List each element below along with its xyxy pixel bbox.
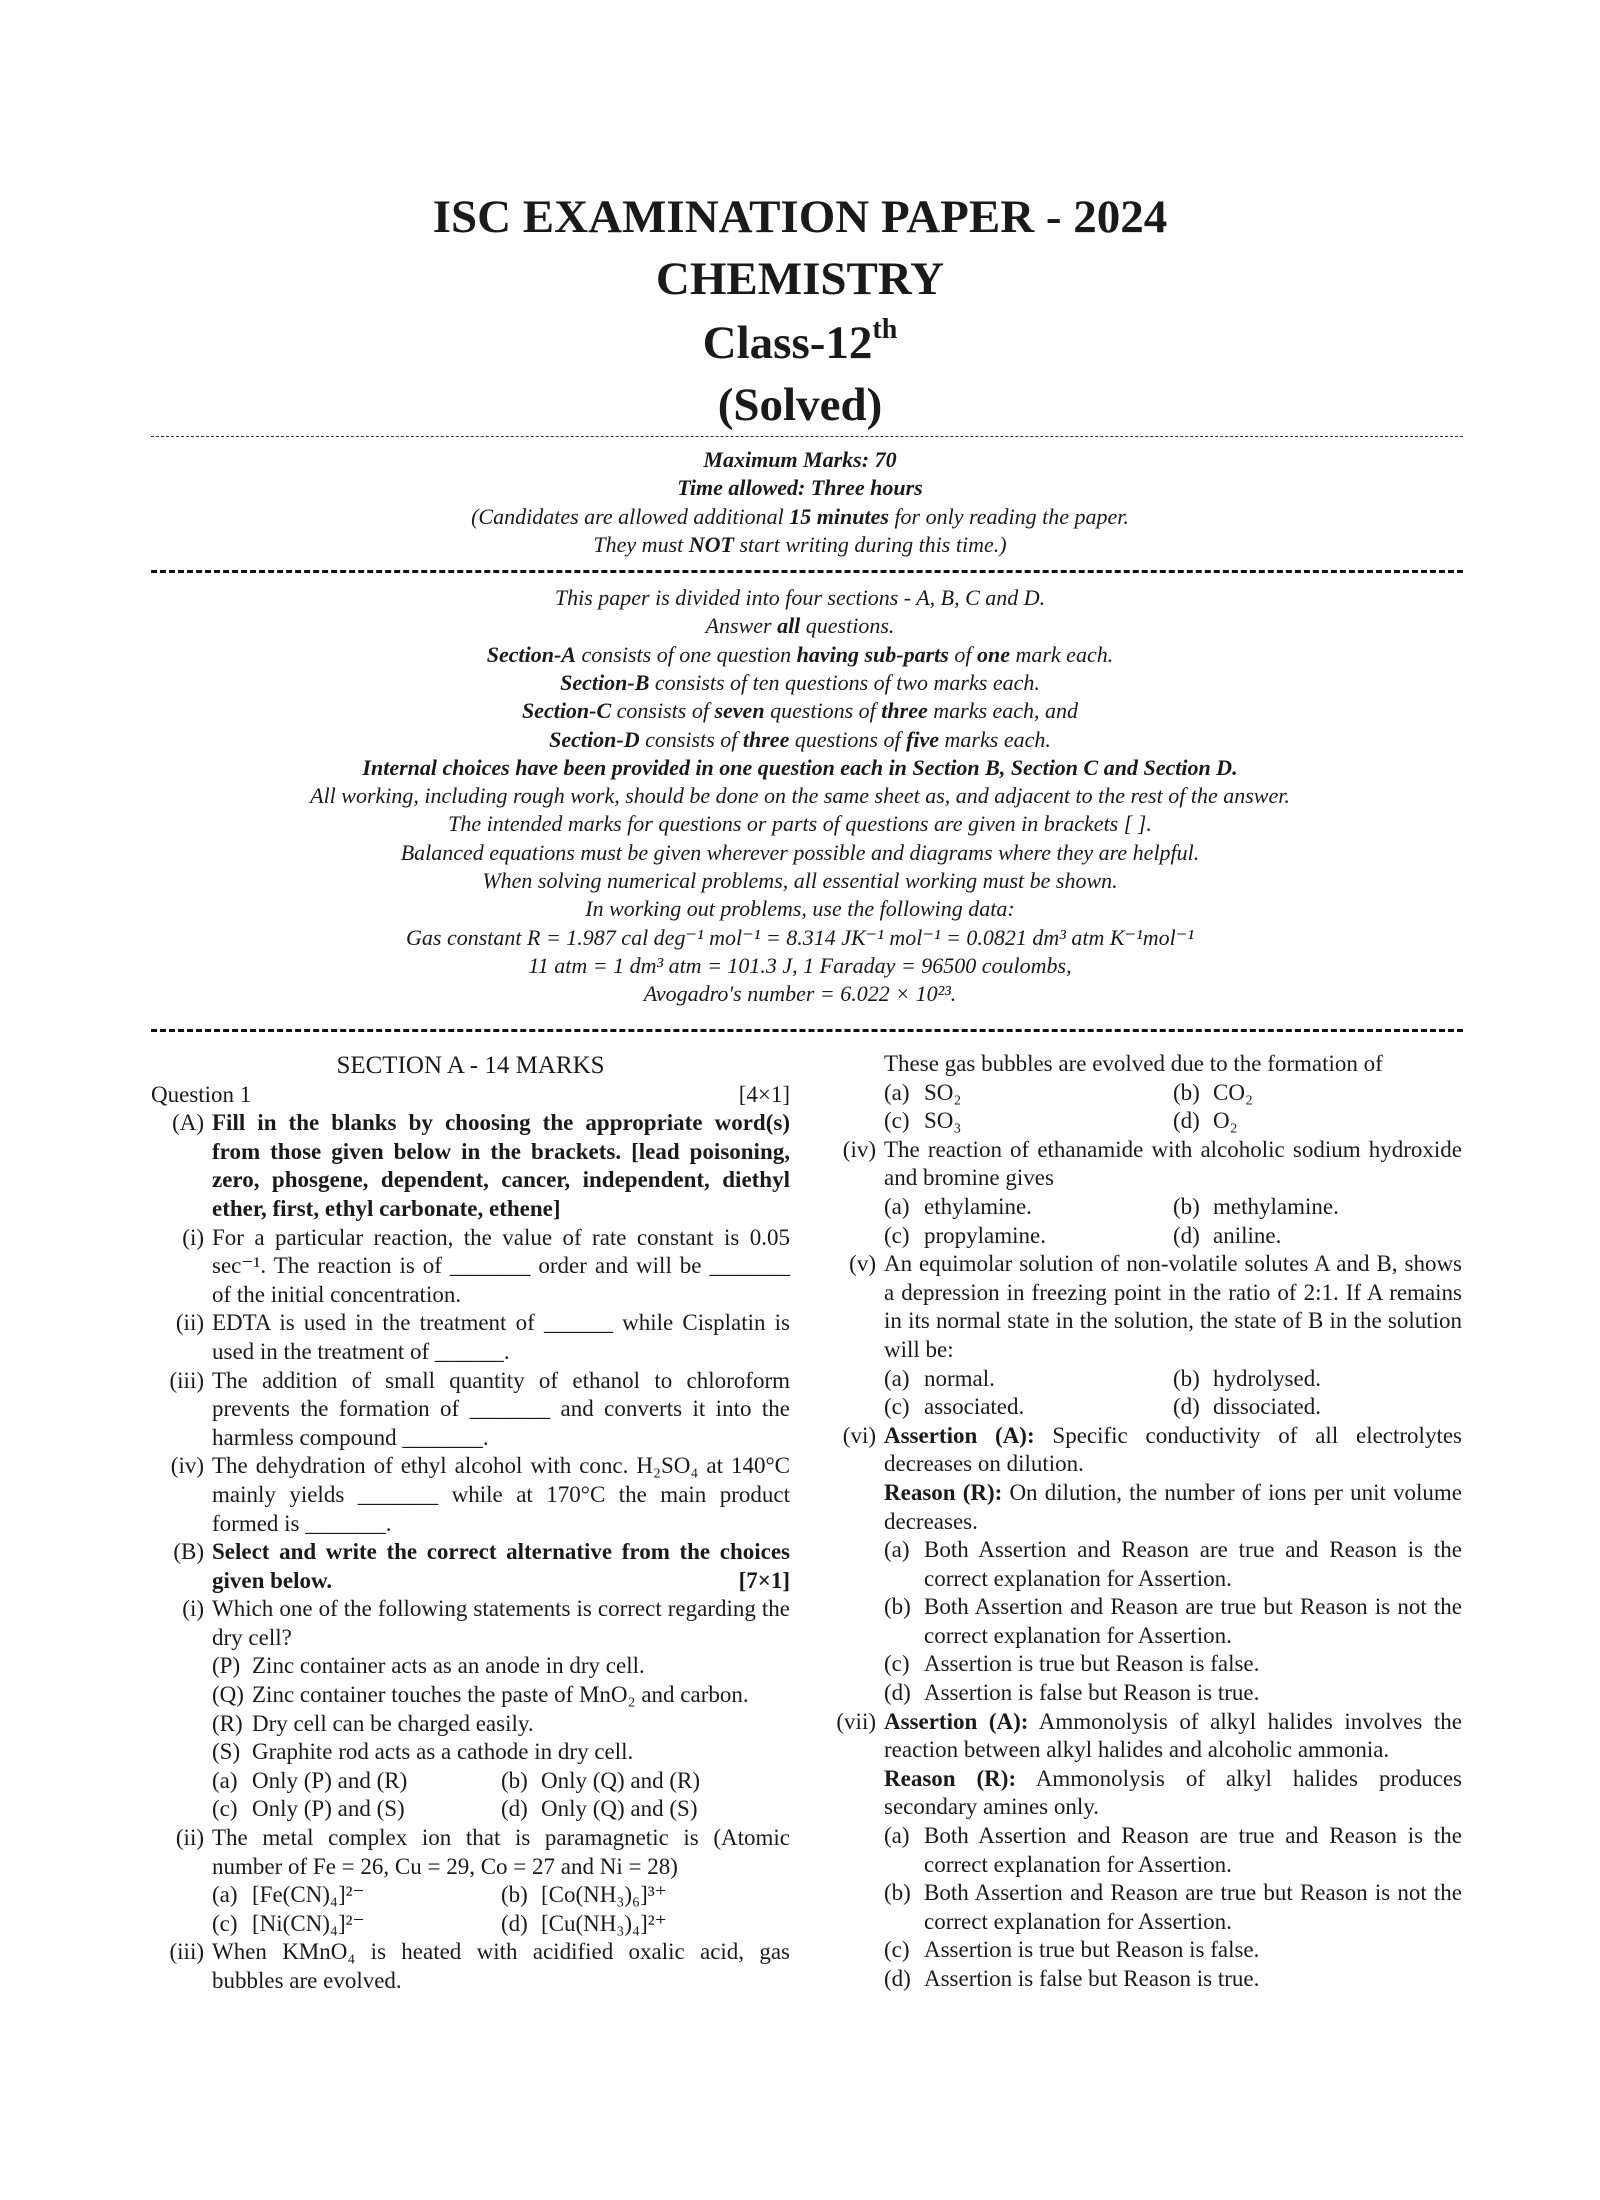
item-text: The dehydration of ethyl alcohol with conc. H₂SO₄ at 140°C mainly yields _______ while at 170°C the main product formed is _______. bbox=[212, 1453, 790, 1536]
subject-title: CHEMISTRY bbox=[655, 253, 945, 305]
marks: [4×1] bbox=[738, 1081, 790, 1107]
item-text: Both Assertion and Reason are true and Reason is the correct explanation for Assertion. bbox=[924, 1823, 1462, 1877]
option-label: (a) bbox=[884, 1193, 910, 1219]
text-run: consists of bbox=[639, 726, 743, 752]
item-text: Both Assertion and Reason are true but Reason is not the correct explanation for Assertion. bbox=[924, 1594, 1462, 1648]
item-text: Graphite rod acts as a cathode in dry cell. bbox=[252, 1739, 634, 1765]
text-run: marks each, and bbox=[927, 698, 1079, 724]
question-item bbox=[151, 1938, 790, 1995]
option-text: [Fe(CN)₄]²⁻ bbox=[252, 1882, 365, 1908]
class-sup: th bbox=[872, 314, 898, 345]
text-run: five bbox=[906, 726, 940, 752]
option bbox=[884, 1079, 1173, 1108]
option-label: (d) bbox=[1173, 1222, 1200, 1248]
item-label: (ii) bbox=[175, 1310, 204, 1336]
divider bbox=[151, 1029, 1463, 1032]
question-item bbox=[151, 1224, 790, 1310]
option-text: CO₂ bbox=[1213, 1079, 1253, 1105]
text-run: 15 minutes bbox=[789, 503, 889, 529]
paper-title: ISC EXAMINATION PAPER - 2024 bbox=[432, 191, 1168, 243]
text-run: Section-A bbox=[486, 641, 577, 667]
question-item bbox=[151, 1595, 790, 1652]
question-item bbox=[884, 1765, 1462, 1822]
text-run: having sub-parts bbox=[796, 641, 949, 667]
question-header bbox=[151, 1081, 790, 1110]
item-text: When KMnO₄ is heated with acidified oxalic acid, gas bubbles are evolved. bbox=[212, 1939, 790, 1993]
option bbox=[884, 1393, 1173, 1422]
option-text: ethylamine. bbox=[924, 1193, 1032, 1219]
option bbox=[212, 1795, 501, 1824]
item-label: (vii) bbox=[836, 1708, 876, 1734]
text-run: The intended marks for questions or parts of questions are given in brackets [ ]. bbox=[448, 811, 1152, 837]
item-text: Specific conductivity of all electrolytes decreases on dilution. bbox=[884, 1422, 1462, 1477]
item-text: These gas bubbles are evolved due to the formation of bbox=[884, 1051, 1383, 1076]
question-item bbox=[849, 1250, 1462, 1364]
option bbox=[501, 1795, 790, 1824]
text-run: seven bbox=[714, 698, 765, 724]
options-grid bbox=[884, 1193, 1462, 1250]
option-text: propylamine. bbox=[924, 1222, 1046, 1248]
text-run: three bbox=[881, 698, 928, 724]
item-text: On dilution, the number of ions per unit volume decreases. bbox=[884, 1479, 1462, 1534]
meta-line bbox=[0, 446, 1600, 474]
option-label: (b) bbox=[501, 1767, 528, 1793]
item-text: Dry cell can be charged easily. bbox=[252, 1710, 534, 1736]
text-run: all bbox=[777, 613, 801, 639]
item-label: (b) bbox=[884, 1880, 911, 1906]
left-column bbox=[151, 1052, 790, 1996]
text-run: questions. bbox=[800, 613, 895, 639]
item-text: An equimolar solution of non-volatile solutes A and B, shows a depression in freezing point in the ratio of 2:1. If A remains in its normal state in the solution, the state of B in the solution will be: bbox=[884, 1251, 1462, 1362]
item-label: (d) bbox=[884, 1680, 911, 1706]
option-text: Only (P) and (S) bbox=[252, 1796, 405, 1822]
instruction-line bbox=[0, 782, 1600, 810]
option-text: SO₃ bbox=[924, 1108, 962, 1134]
item-label: (i) bbox=[182, 1596, 204, 1622]
option bbox=[884, 1365, 1173, 1394]
meta-line bbox=[0, 474, 1600, 502]
option-text: normal. bbox=[924, 1365, 995, 1391]
item-label: (v) bbox=[849, 1251, 876, 1277]
item-label: (iv) bbox=[170, 1453, 204, 1479]
option bbox=[501, 1910, 790, 1939]
item-label: (Q) bbox=[212, 1682, 244, 1708]
option-label: (b) bbox=[1173, 1079, 1200, 1105]
option-label: (a) bbox=[212, 1882, 238, 1908]
question-number: Question 1 bbox=[151, 1081, 252, 1107]
option-text: O₂ bbox=[1213, 1108, 1238, 1134]
item-label: (iii) bbox=[169, 1367, 204, 1393]
item-label: (c) bbox=[884, 1651, 910, 1677]
item-label: (vi) bbox=[842, 1422, 876, 1448]
text-run: In working out problems, use the following data: bbox=[585, 896, 1015, 922]
item-label: (ii) bbox=[175, 1825, 204, 1851]
item-lead: Assertion (A): bbox=[884, 1708, 1029, 1734]
option-label: (d) bbox=[501, 1910, 528, 1936]
instruction-line bbox=[0, 895, 1600, 923]
option-text: hydrolysed. bbox=[1213, 1365, 1321, 1391]
option bbox=[1173, 1107, 1462, 1136]
option-text: [Co(NH₃)₆]³⁺ bbox=[541, 1882, 667, 1908]
item-label: (P) bbox=[212, 1653, 241, 1679]
instruction-line bbox=[0, 584, 1600, 612]
item-label: (a) bbox=[884, 1537, 910, 1563]
item-text: EDTA is used in the treatment of ______ while Cisplatin is used in the treatment of ______. bbox=[212, 1310, 790, 1364]
question-item bbox=[884, 1879, 1462, 1936]
item-text: Zinc container acts as an anode in dry cell. bbox=[252, 1653, 645, 1679]
question-item bbox=[151, 1538, 790, 1595]
text-run: Section-C bbox=[521, 698, 612, 724]
item-text: Assertion is true but Reason is false. bbox=[924, 1651, 1260, 1677]
item-label: (a) bbox=[884, 1823, 910, 1849]
question-item bbox=[151, 1824, 790, 1881]
text-run: for only reading the paper. bbox=[888, 503, 1129, 529]
instruction-line bbox=[0, 754, 1600, 782]
option-label: (d) bbox=[1173, 1394, 1200, 1420]
option bbox=[884, 1222, 1173, 1251]
item-label: (b) bbox=[884, 1594, 911, 1620]
text-run: Time allowed: Three hours bbox=[677, 475, 923, 501]
item-text: Assertion is false but Reason is true. bbox=[924, 1966, 1260, 1991]
instruction-line bbox=[0, 726, 1600, 754]
item-label: (iii) bbox=[169, 1939, 204, 1965]
question-item bbox=[884, 1536, 1462, 1593]
option-label: (d) bbox=[501, 1796, 528, 1822]
option-label: (c) bbox=[212, 1910, 238, 1936]
item-lead: Reason (R): bbox=[884, 1765, 1017, 1791]
option bbox=[1173, 1222, 1462, 1251]
option-label: (b) bbox=[1173, 1193, 1200, 1219]
meta-line bbox=[0, 531, 1600, 559]
option-text: [Ni(CN)₄]²⁻ bbox=[252, 1910, 365, 1936]
option bbox=[212, 1767, 501, 1796]
section-heading: SECTION A - 14 MARKS bbox=[336, 1052, 605, 1079]
text-run: Section-D bbox=[549, 726, 640, 752]
option-label: (b) bbox=[501, 1882, 528, 1908]
option-text: Only (Q) and (S) bbox=[541, 1796, 698, 1822]
instruction-line bbox=[0, 952, 1600, 980]
question-item bbox=[151, 1738, 790, 1767]
option-label: (b) bbox=[1173, 1365, 1200, 1391]
text-run: of bbox=[948, 641, 977, 667]
instruction-line bbox=[0, 641, 1600, 669]
item-label: (iv) bbox=[842, 1136, 876, 1162]
question-item bbox=[842, 1422, 1462, 1479]
option bbox=[1173, 1193, 1462, 1222]
text-run: All working, including rough work, should be done on the same sheet as, and adjacent to the rest of the answer. bbox=[310, 783, 1290, 809]
option-text: dissociated. bbox=[1213, 1394, 1321, 1420]
item-label: (A) bbox=[172, 1110, 204, 1136]
item-marks: [7×1] bbox=[738, 1567, 790, 1593]
question-item bbox=[842, 1136, 1462, 1193]
item-text: The metal complex ion that is paramagnetic is (Atomic number of Fe = 26, Cu = 29, Co = 27 and Ni = 28) bbox=[212, 1825, 790, 1879]
item-label: (B) bbox=[173, 1539, 204, 1565]
question-item bbox=[884, 1965, 1462, 1994]
instruction-line bbox=[0, 669, 1600, 697]
question-item bbox=[151, 1652, 790, 1681]
question-item bbox=[884, 1650, 1462, 1679]
option bbox=[212, 1910, 501, 1939]
question-item bbox=[884, 1050, 1462, 1079]
option bbox=[884, 1107, 1173, 1136]
option-text: SO₂ bbox=[924, 1079, 962, 1105]
instruction-line bbox=[0, 612, 1600, 640]
option-label: (c) bbox=[212, 1796, 238, 1822]
option-text: [Cu(NH₃)₄]²⁺ bbox=[541, 1910, 667, 1936]
text-run: consists of bbox=[611, 698, 715, 724]
item-text: Both Assertion and Reason are true and Reason is the correct explanation for Assertion. bbox=[924, 1537, 1462, 1591]
option-text: methylamine. bbox=[1213, 1193, 1339, 1219]
item-label: (S) bbox=[212, 1739, 241, 1765]
text-run: Answer bbox=[705, 613, 778, 639]
text-run: start writing during this time.) bbox=[733, 531, 1007, 557]
text-run: questions of bbox=[789, 726, 907, 752]
option-text: Only (Q) and (R) bbox=[541, 1767, 701, 1793]
text-run: (Candidates are allowed additional bbox=[471, 503, 790, 529]
text-run: Gas constant R = 1.987 cal deg⁻¹ mol⁻¹ = 8.314 JK⁻¹ mol⁻¹ = 0.0821 dm³ atm K⁻¹mol⁻¹ bbox=[406, 924, 1194, 950]
option-label: (c) bbox=[884, 1108, 910, 1134]
question-item bbox=[836, 1708, 1463, 1765]
instruction-line bbox=[0, 980, 1600, 1008]
text-run: NOT bbox=[688, 531, 734, 557]
question-item bbox=[884, 1479, 1462, 1536]
item-lead: Assertion (A): bbox=[884, 1422, 1035, 1448]
option-label: (a) bbox=[884, 1365, 910, 1391]
item-lead: Reason (R): bbox=[884, 1479, 1003, 1505]
instruction-line bbox=[0, 867, 1600, 895]
options-grid bbox=[212, 1767, 790, 1824]
item-label: (R) bbox=[212, 1710, 243, 1736]
text-run: Maximum Marks: 70 bbox=[703, 447, 897, 472]
text-run: consists of one question bbox=[576, 641, 797, 667]
item-text: Assertion is false but Reason is true. bbox=[924, 1680, 1260, 1706]
question-item bbox=[884, 1679, 1462, 1708]
option bbox=[1173, 1365, 1462, 1394]
item-label: (i) bbox=[182, 1224, 204, 1250]
option bbox=[884, 1193, 1173, 1222]
item-text: Both Assertion and Reason are true but Reason is not the correct explanation for Assertion. bbox=[924, 1880, 1462, 1934]
text-run: questions of bbox=[764, 698, 882, 724]
option-label: (d) bbox=[1173, 1108, 1200, 1134]
question-item bbox=[884, 1936, 1462, 1965]
divider bbox=[151, 570, 1463, 573]
item-label: (c) bbox=[884, 1937, 910, 1963]
item-text: Zinc container touches the paste of MnO₂ and carbon. bbox=[252, 1682, 749, 1708]
question-item bbox=[884, 1822, 1462, 1879]
text-run: Internal choices have been provided in one question each in Section B, Section C and Section D. bbox=[362, 754, 1238, 780]
text-run: They must bbox=[593, 531, 689, 557]
option bbox=[501, 1881, 790, 1910]
solved-title: (Solved) bbox=[717, 379, 883, 431]
text-run: When solving numerical problems, all essential working must be shown. bbox=[482, 868, 1118, 893]
option-label: (c) bbox=[884, 1222, 910, 1248]
option bbox=[501, 1767, 790, 1796]
option-text: Only (P) and (R) bbox=[252, 1767, 408, 1793]
class-text: Class-12 bbox=[702, 317, 873, 369]
question-item bbox=[151, 1681, 790, 1710]
text-run: Balanced equations must be given wherever possible and diagrams where they are helpful. bbox=[400, 839, 1200, 865]
option-text: aniline. bbox=[1213, 1222, 1282, 1248]
text-run: This paper is divided into four sections - A, B, C and D. bbox=[554, 585, 1046, 610]
text-run: three bbox=[742, 726, 790, 752]
right-column bbox=[836, 1050, 1463, 1994]
text-run: mark each. bbox=[1009, 641, 1114, 667]
item-text: Ammonolysis of alkyl halides involves the reaction between alkyl halides and alcoholic ammonia. bbox=[884, 1708, 1463, 1763]
text-run: marks each. bbox=[939, 726, 1051, 752]
item-text: The reaction of ethanamide with alcoholic sodium hydroxide and bromine gives bbox=[884, 1136, 1462, 1191]
option-text: associated. bbox=[924, 1394, 1025, 1420]
item-text: Fill in the blanks by choosing the appropriate word(s) from those given below in the brackets. [lead poisoning, zero, phosgene, dependent, cancer, independent, diethyl ether, first, ethyl carbonate, ethene] bbox=[212, 1110, 790, 1221]
text-run: Avogadro's number = 6.022 × 10²³. bbox=[643, 981, 957, 1007]
option-label: (a) bbox=[884, 1079, 910, 1105]
item-text: For a particular reaction, the value of rate constant is 0.05 sec⁻¹. The reaction is of _______ order and will be _______ of the initial concentration. bbox=[212, 1224, 790, 1307]
class-title bbox=[0, 316, 1600, 370]
divider bbox=[151, 436, 1463, 437]
item-label: (d) bbox=[884, 1966, 911, 1991]
question-item bbox=[151, 1710, 790, 1739]
question-item bbox=[151, 1109, 790, 1223]
option bbox=[1173, 1079, 1462, 1108]
instruction-line bbox=[0, 924, 1600, 952]
item-text: Select and write the correct alternative from the choices given below. bbox=[212, 1539, 790, 1593]
item-text: Which one of the following statements is correct regarding the dry cell? bbox=[212, 1596, 790, 1650]
option-label: (a) bbox=[212, 1767, 238, 1793]
instruction-line bbox=[0, 839, 1600, 867]
text-run: one bbox=[976, 641, 1010, 667]
text-run: consists of ten questions of two marks each. bbox=[649, 669, 1040, 695]
text-run: 11 atm = 1 dm³ atm = 101.3 J, 1 Faraday = 96500 coulombs, bbox=[528, 952, 1072, 978]
instruction-line bbox=[0, 697, 1600, 725]
question-item bbox=[151, 1367, 790, 1453]
text-run: Section-B bbox=[560, 669, 650, 695]
question-item bbox=[151, 1309, 790, 1366]
meta-line bbox=[0, 503, 1600, 531]
option bbox=[1173, 1393, 1462, 1422]
item-text: Ammonolysis of alkyl halides produces secondary amines only. bbox=[884, 1765, 1462, 1820]
item-text: Assertion is true but Reason is false. bbox=[924, 1937, 1260, 1963]
options-grid bbox=[884, 1079, 1462, 1136]
item-text: The addition of small quantity of ethanol to chloroform prevents the formation of _______ and converts it into the harmless compound _______. bbox=[212, 1367, 790, 1450]
question-item bbox=[151, 1452, 790, 1538]
instruction-line bbox=[0, 810, 1600, 838]
question-item bbox=[884, 1593, 1462, 1650]
options-grid bbox=[884, 1365, 1462, 1422]
option-label: (c) bbox=[884, 1394, 910, 1420]
options-grid bbox=[212, 1881, 790, 1938]
option bbox=[212, 1881, 501, 1910]
